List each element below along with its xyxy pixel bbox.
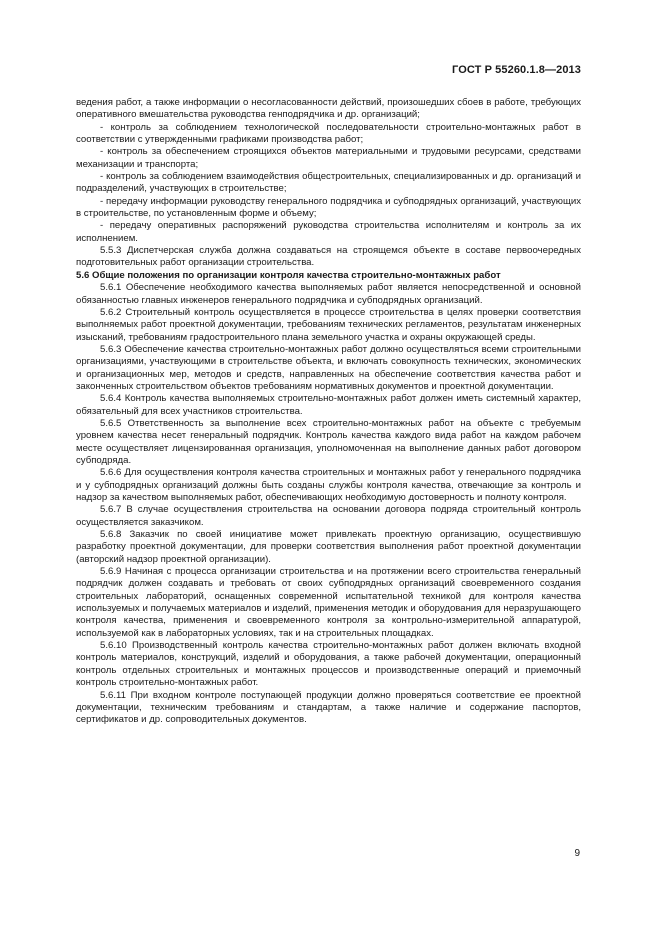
clause-5-6-11: 5.6.11 При входном контроле поступающей продукции должно проверяться соответствие ее проектной документации, техническим требованиям и стандартам, а также наличие и содержание паспортов, сертификатов и др. сопроводительных документов. <box>76 689 581 726</box>
list-item: - контроль за обеспечением строящихся объектов материальными и трудовыми ресурсами, средствами механизации и транспорта; <box>76 146 581 170</box>
clause-5-6-6: 5.6.6 Для осуществления контроля качества строительных и монтажных работ у генерального подрядчика и у субподрядных организаций должны быть созданы службы контроля качества, отвечающие за контроль и надзор за качеством выполняемых работ, обеспечивающих необходимую достоверность и полноту контроля. <box>76 467 581 503</box>
clause-5-6-4: 5.6.4 Контроль качества выполняемых строительно-монтажных работ должен иметь системный характер, обязательный для всех участников строительства. <box>76 393 581 417</box>
clause-5-5-3: 5.5.3 Диспетчерская служба должна создаваться на строящемся объекте в составе первоочередных подготовительных работ организации строительства. <box>76 245 581 269</box>
clause-5-6-10: 5.6.10 Производственный контроль качества строительно-монтажных работ должен включать входной контроль материалов, конструкций, изделий и оборудования, а также рабочей документации, операционный контроль отдельных строительных и монтажных процессов и производственные операций и приемочный контроль строительно-монтажных работ. <box>76 640 581 689</box>
paragraph-continuation: ведения работ, а также информации о несогласованности действий, произошедших сбоев в работе, требующих оперативного вмешательства руководства генподрядчика и др. организаций; <box>76 97 581 121</box>
list-item: - контроль за соблюдением взаимодействия общестроительных, специализированных и др. организаций и подразделений, участвующих в строительстве; <box>76 171 581 195</box>
document-body <box>76 97 581 727</box>
clause-5-6-2: 5.6.2 Строительный контроль осуществляется в процессе строительства в целях проверки соответствия выполняемых работ проектной документации, требованиям технических регламентов, результатам инженерных изысканий, требованиям градостроительного плана земельного участка и охраны окружающей среды. <box>76 306 581 343</box>
clause-5-6-1: 5.6.1 Обеспечение необходимого качества выполняемых работ является непосредственной и основной обязанностью главных инженеров генерального подрядчика и субподрядных организаций. <box>76 282 581 306</box>
document-header-id: ГОСТ Р 55260.1.8—2013 <box>452 64 581 76</box>
list-item: - передачу информации руководству генерального подрядчика и субподрядных организаций, участвующих в строительстве, по установленным форме и объему; <box>76 195 581 220</box>
clause-5-6-8: 5.6.8 Заказчик по своей инициативе может привлекать проектную организацию, осуществившую разработку проектной документации, для проверки соответствия выполнения работ проектной документации (авторский надзор проектной организации). <box>76 529 581 565</box>
list-item: - контроль за соблюдением технологической последовательности строительно-монтажных работ в соответствии с утвержденными графиками производства работ; <box>76 121 581 146</box>
clause-5-6-5: 5.6.5 Ответственность за выполнение всех строительно-монтажных работ на объекте с требуемым уровнем качества несет генеральный подрядчик. Контроль качества каждого вида работ на каждом рабочем месте осуществляет лицензированная организация, уполномоченная на выполнение данных работ договором субподряда. <box>76 417 581 466</box>
clause-5-6-9: 5.6.9 Начиная с процесса организации строительства и на протяжении всего строительства генеральный подрядчик должен создавать и требовать от своих субподрядных организаций своевременного создания строительных лабораторий, оснащенных современной испытательной техникой для контроля качества используемых и получаемых материалов и изделий, применения методик и оборудования для неразрушающего контроля качества, применения и своевременного контроля за контрольно-измерительной аппаратурой, используемой как в лабораторных условиях, так и на строительных площадках. <box>76 566 581 639</box>
list-item: - передачу оперативных распоряжений руководства строительства исполнителям и контроль за их исполнением. <box>76 220 581 244</box>
page-number: 9 <box>574 848 580 859</box>
clause-5-6-3: 5.6.3 Обеспечение качества строительно-монтажных работ должно осуществляться всеми строительными организациями, участвующими в строительстве объекта, и включать совокупность технических, экономических и организационных мер, методов и средств, направленных на обеспечение соответствия качества работ и законченных строительством объектов требованиям нормативных документов и проектной документации. <box>76 343 581 392</box>
clause-5-6-7: 5.6.7 В случае осуществления строительства на основании договора подряда строительный контроль осуществляется заказчиком. <box>76 504 581 528</box>
section-heading-5-6: 5.6 Общие положения по организации контроля качества строительно-монтажных работ <box>76 269 501 281</box>
